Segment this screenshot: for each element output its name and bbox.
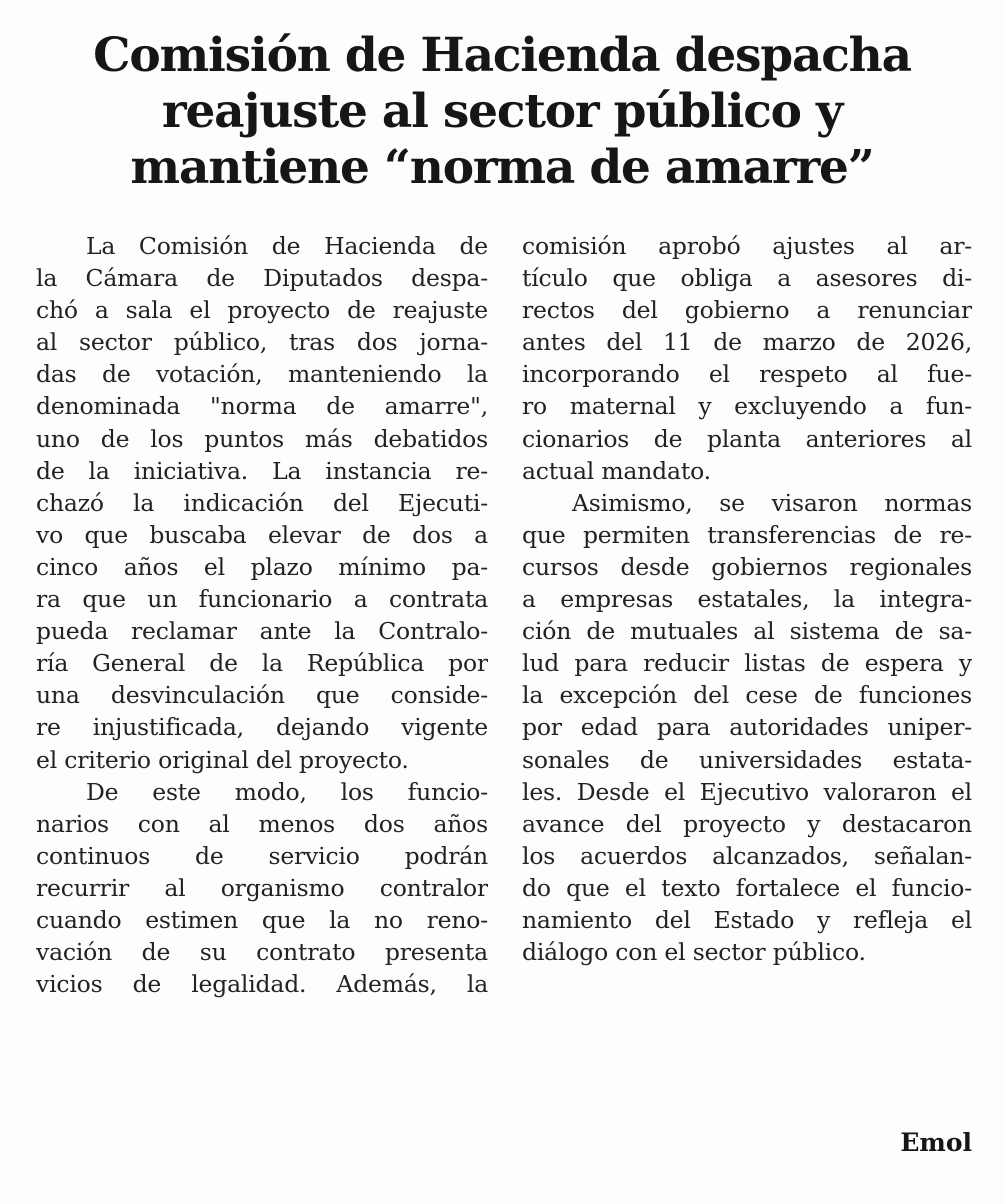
headline-line-3: mantiene “norma de amarre”: [130, 140, 874, 195]
text-line: lud para reducir listas de espera y: [522, 649, 972, 678]
text-line: narios con al menos dos años: [36, 809, 488, 838]
text-line: cinco años el plazo mínimo pa-: [36, 552, 488, 581]
text-line: pueda reclamar ante la Contralo-: [36, 617, 488, 646]
text-line: rectos del gobierno a renunciar: [522, 296, 972, 325]
article-byline: Emol: [900, 1128, 972, 1157]
text-line: avance del proyecto y destacaron: [522, 809, 972, 838]
text-line: denominada "norma de amarre",: [36, 392, 488, 421]
text-line: el criterio original del proyecto.: [36, 745, 409, 774]
article-column-right: [522, 230, 972, 968]
text-line: cionarios de planta anteriores al: [522, 424, 972, 453]
text-line: incorporando el respeto al fue-: [522, 360, 972, 389]
text-line: les. Desde el Ejecutivo valoraron el: [522, 777, 972, 806]
text-line: comisión aprobó ajustes al ar-: [522, 232, 972, 260]
text-line: De este modo, los funcio-: [86, 777, 488, 806]
text-line: una desvinculación que conside-: [36, 681, 488, 710]
text-line: recurrir al organismo contralor: [36, 873, 488, 902]
text-line: antes del 11 de marzo de 2026,: [522, 328, 972, 357]
text-line: por edad para autoridades uniper-: [522, 713, 972, 742]
text-line: chazó la indicación del Ejecuti-: [36, 488, 488, 517]
text-line: ro maternal y excluyendo a fun-: [522, 392, 972, 421]
text-line: vación de su contrato presenta: [36, 938, 488, 967]
text-line: cursos desde gobiernos regionales: [522, 552, 972, 581]
headline-line-2: reajuste al sector público y: [161, 84, 843, 139]
text-line: tículo que obliga a asesores di-: [522, 264, 972, 293]
text-line: la excepción del cese de funciones: [522, 681, 972, 710]
text-line: ra que un funcionario a contrata: [36, 585, 488, 614]
text-line: a empresas estatales, la integra-: [522, 585, 972, 614]
text-line: continuos de servicio podrán: [36, 841, 488, 870]
text-line: la Cámara de Diputados despa-: [36, 264, 488, 293]
text-line: re injustificada, dejando vigente: [36, 713, 488, 742]
text-line: actual mandato.: [522, 456, 711, 485]
article-headline: [40, 28, 964, 196]
article-column-left: [36, 230, 488, 1000]
text-line: ción de mutuales al sistema de sa-: [522, 617, 972, 646]
text-line: ría General de la República por: [36, 649, 488, 678]
text-line: das de votación, manteniendo la: [36, 360, 488, 389]
headline-line-1: Comisión de Hacienda despacha: [93, 28, 911, 83]
text-line: cuando estimen que la no reno-: [36, 905, 488, 934]
text-line: que permiten transferencias de re-: [522, 520, 972, 549]
text-line: sonales de universidades estata-: [522, 745, 972, 774]
text-line: de la iniciativa. La instancia re-: [36, 456, 488, 485]
text-line: La Comisión de Hacienda de: [86, 232, 488, 260]
text-line: los acuerdos alcanzados, señalan-: [522, 841, 972, 870]
text-line: vicios de legalidad. Además, la: [36, 970, 488, 999]
text-line: chó a sala el proyecto de reajuste: [36, 296, 488, 325]
text-line: vo que buscaba elevar de dos a: [36, 520, 488, 549]
text-line: diálogo con el sector público.: [522, 938, 866, 967]
text-line: al sector público, tras dos jorna-: [36, 328, 488, 357]
text-line: Asimismo, se visaron normas: [572, 488, 972, 517]
text-line: namiento del Estado y refleja el: [522, 905, 972, 934]
text-line: do que el texto fortalece el funcio-: [522, 873, 972, 902]
text-line: uno de los puntos más debatidos: [36, 424, 488, 453]
